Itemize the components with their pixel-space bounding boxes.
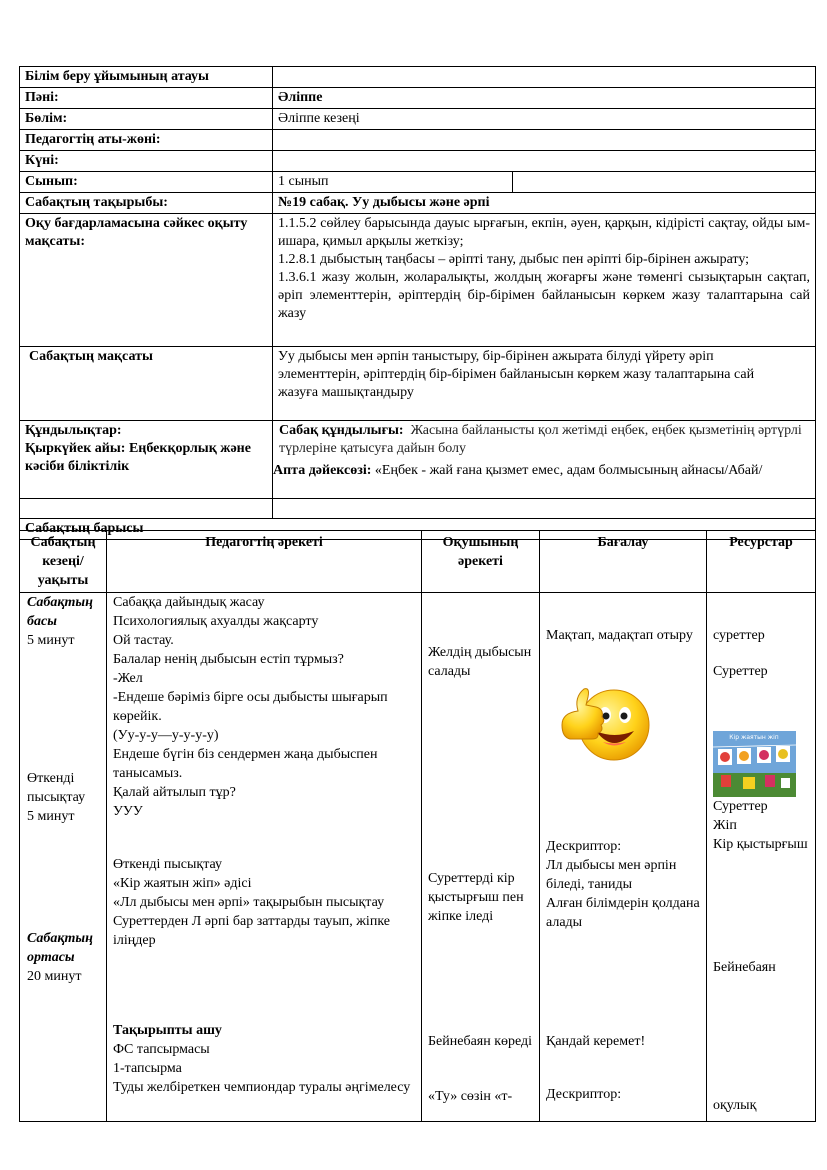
teacher-line: Ендеше бүгін біз сендермен жаңа дыбыспен танысамыз.	[113, 747, 378, 781]
resource-list-3	[713, 797, 809, 854]
resource-4: Бейнебаян	[713, 960, 776, 975]
teacher-line: ФС тапсырмасы	[113, 1042, 210, 1057]
student-cell	[422, 593, 540, 1122]
lesson-value-label: Сабақ құндылығы:	[279, 423, 404, 438]
teacher-line: -Жел	[113, 671, 143, 686]
subject-label: Пәні:	[20, 88, 273, 109]
resource-5: оқулық	[713, 1098, 757, 1113]
teacher-line: УУУ	[113, 804, 143, 819]
resource-item: Кір қыстырғыш	[713, 837, 808, 852]
stage-review-title: Өткенді пысықтау	[27, 771, 86, 805]
quote-label: Апта дәйексөзі:	[273, 463, 372, 478]
date-value	[273, 151, 816, 172]
teacher-line: Сабаққа дайындық жасау	[113, 595, 265, 610]
assess-descriptor-1	[546, 837, 700, 932]
values-cell	[20, 421, 273, 499]
photo-caption: Кір жаятын жіп	[729, 734, 779, 741]
teacher-line: Балалар ненің дыбысын естіп тұрмыз?	[113, 652, 344, 667]
teacher-value	[273, 130, 816, 151]
objectives-value	[273, 214, 816, 347]
teacher-section-title: Тақырыпты ашу	[113, 1023, 222, 1038]
stage-middle-time: 20 минут	[27, 969, 82, 984]
stage-middle-title: Сабақтың ортасы	[27, 931, 93, 965]
assess-descriptor-line: Лл дыбысы мен әрпін біледі, таниды	[546, 858, 677, 892]
header-assess: Бағалау	[540, 531, 707, 593]
empty-cell-left	[20, 499, 273, 519]
student-action-2: Суреттерді кір қыстырғыш пен жіпке іледі	[428, 871, 524, 924]
stage-review-time: 5 минут	[27, 809, 75, 824]
resource-2: Суреттер	[713, 664, 768, 679]
teacher-line: Ой тастау.	[113, 633, 174, 648]
goal-label: Сабақтың мақсаты	[20, 347, 273, 421]
header-stage: Сабақтың кезеңі/ уақыты	[20, 531, 107, 593]
assess-descriptor-line: Алған білімдерін қолдана алады	[546, 896, 700, 930]
objective-1: 1.1.5.2 сөйлеу барысында дауыс ырғағын, екпін, әуен, қарқын, кідірісті сақтау, ойды ым-ишара, қимыл арқылы жеткізу;	[278, 216, 810, 249]
resource-item: Жіп	[713, 818, 737, 833]
teacher-block-intro	[113, 593, 415, 821]
teacher-line: Психологиялық ахуалды жақсарту	[113, 614, 319, 629]
teacher-cell	[107, 593, 422, 1122]
header-teacher: Педагогтің әрекеті	[107, 531, 422, 593]
values-month: Қыркүйек айы: Еңбекқорлық және кәсіби біліктілік	[25, 441, 251, 474]
resource-item: Суреттер	[713, 799, 768, 814]
teacher-line: «Лл дыбысы мен әрпі» тақырыбын пысықтау	[113, 895, 385, 910]
assess-wow: Қандай керемет!	[546, 1034, 646, 1049]
goal-text: Уу дыбысы мен әрпін таныстыру, бір-бірінен ажырата білуді үйрету әріп элементтерін, әріптердің бір-бірімен байланысын көркем жазу талаптарына сай жазуға машықтандыру	[278, 349, 755, 400]
assess-praise: Мақтап, мадақтап отыру	[546, 628, 693, 643]
stage-begin-time: 5 минут	[27, 633, 75, 648]
stage-begin-title: Сабақтың басы	[27, 595, 93, 629]
progress-label: Сабақтың барысы	[20, 519, 816, 540]
teacher-line: 1-тапсырма	[113, 1061, 182, 1076]
clothesline-photo	[713, 731, 796, 797]
teacher-block-review	[113, 855, 415, 950]
assess-descriptor-2: Дескриптор:	[546, 1087, 622, 1102]
resources-cell	[707, 593, 816, 1122]
class-extra	[513, 172, 816, 193]
org-label: Білім беру ұйымының атауы	[20, 67, 273, 88]
values-label: Құндылықтар:	[25, 423, 122, 438]
section-value: Әліппе кезеңі	[273, 109, 816, 130]
date-label: Күні:	[20, 151, 273, 172]
assess-cell	[540, 593, 707, 1122]
teacher-line: Өткенді пысықтау	[113, 857, 223, 872]
stage-cell	[20, 593, 107, 1122]
teacher-line: Туды желбіреткен чемпиондар туралы әңгімелесу	[113, 1080, 411, 1095]
teacher-label: Педагогтің аты-жөні:	[20, 130, 273, 151]
lesson-flow-table	[19, 530, 816, 1122]
objective-3: 1.3.6.1 жазу жолын, жоларалықты, жолдың жоғарғы және төменгі сызықтарын сақтап, әріп элементтерін, әріптердің бір-бірімен байланысын көркем жазу талаптарына сай жазу	[278, 270, 810, 321]
section-label: Бөлім:	[20, 109, 273, 130]
header-student: Оқушының әрекеті	[422, 531, 540, 593]
org-value	[273, 67, 816, 88]
class-label: Сынып:	[20, 172, 273, 193]
teacher-line: (Уу-у-у—у-у-у-у)	[113, 728, 219, 743]
goal-value	[273, 347, 816, 421]
assess-descriptor-title: Дескриптор:	[546, 839, 622, 854]
teacher-line: Қалай айтылып тұр?	[113, 785, 236, 800]
teacher-line: -Ендеше бәріміз бірге осы дыбысты шығарып көрейік.	[113, 690, 388, 724]
objective-2: 1.2.8.1 дыбыстың таңбасы – әріпті тану, дыбыс пен әріпті бір-бірінен ажырату;	[278, 252, 750, 267]
subject-value: Әліппе	[273, 88, 816, 109]
thumbs-up-smiley-icon	[548, 681, 656, 765]
teacher-block-topic	[113, 1021, 415, 1097]
student-action-3: Бейнебаян көреді	[428, 1034, 533, 1049]
lesson-info-table	[19, 66, 816, 540]
student-action-4: «Ту» сөзін «т-	[428, 1089, 513, 1104]
objectives-label: Оқу бағдарламасына сәйкес оқыту мақсаты:	[20, 214, 273, 347]
lesson-value-text: Жасына байланысты қол жетімді еңбек, еңбек қызметінің әртүрлі түрлеріне қатысуға дайын болу	[279, 423, 802, 456]
teacher-line: «Кір жаятын жіп» әдісі	[113, 876, 252, 891]
class-value: 1 сынып	[273, 172, 513, 193]
header-resources: Ресурстар	[707, 531, 816, 593]
teacher-line: Суреттерден Л әрпі бар заттарды тауып, жіпке ілiңдер	[113, 914, 390, 948]
empty-cell-right	[273, 499, 816, 519]
topic-label: Сабақтың тақырыбы:	[20, 193, 273, 214]
topic-value: №19 сабақ. Уу дыбысы және әрпі	[273, 193, 816, 214]
resource-1: суреттер	[713, 628, 765, 643]
quote-text: «Еңбек - жай ғана қызмет емес, адам болмысының айнасы/Абай/	[374, 463, 763, 478]
student-action-1: Желдің дыбысын салады	[428, 645, 532, 679]
values-content	[273, 421, 816, 499]
